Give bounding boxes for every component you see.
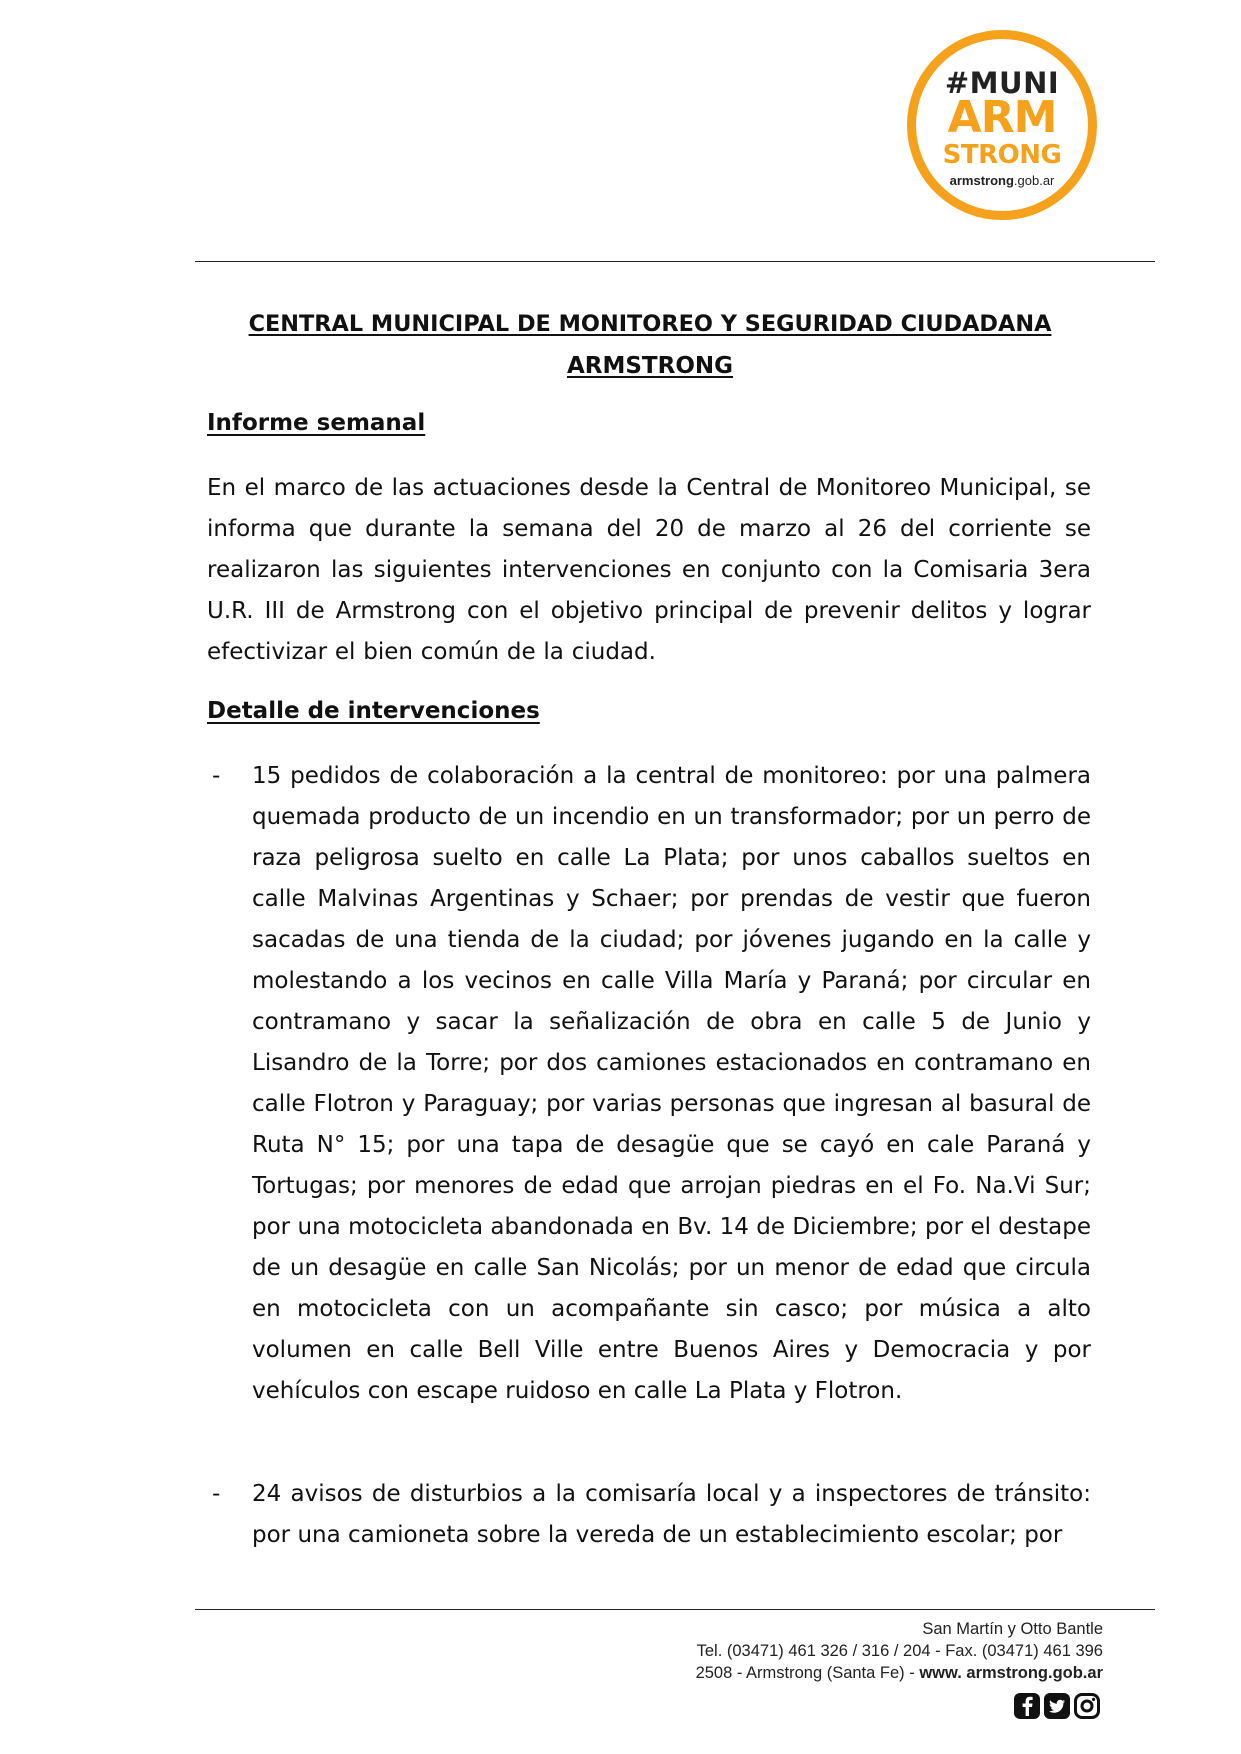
section-heading-detalle: Detalle de intervenciones xyxy=(207,698,540,724)
list-item-text: 15 pedidos de colaboración a la central de monitoreo: por una palmera quemada producto de un incendio en un transformador; por un perro de raza peligrosa suelto en calle La Plata; por unos caballos sueltos en calle Malvinas Argentinas y Schaer; por prendas de vestir que fueron sacadas de una tienda de la ciudad; por jóvenes jugando en la calle y molestando a los vecinos en calle Villa María y Paraná; por circular en contramano y sacar la señalización de obra en calle 5 de Junio y Lisandro de la Torre; por dos camiones estacionados en contramano en calle Flotron y Paraguay; por varias personas que ingresan al basural de Ruta N° 15; por una tapa de desagüe que se cayó en cale Paraná y Tortugas; por menores de edad que arrojan piedras en el Fo. Na.Vi Sur; por una motocicleta abandonada en Bv. 14 de Diciembre; por el destape de un desagüe en calle San Nicolás; por un menor de edad que circula en motocicleta con un acompañante sin casco; por música a alto volumen en calle Bell Ville entre Buenos Aires y Democracia y por vehículos con escape ruidoso en calle La Plata y Flotron. xyxy=(252,763,1091,1404)
twitter-icon[interactable] xyxy=(1043,1692,1071,1720)
list-item xyxy=(207,1474,1091,1556)
document-title xyxy=(195,303,1105,387)
title-line-1: CENTRAL MUNICIPAL DE MONITOREO Y SEGURIDAD CIUDADANA xyxy=(248,311,1052,337)
intro-paragraph: En el marco de las actuaciones desde la Central de Monitoreo Municipal, se informa que durante la semana del 20 de marzo al 26 del corriente se realizaron las siguientes intervenciones en conjunto con la Comisaria 3era U.R. III de Armstrong con el objetivo principal de prevenir delitos y lograr efectivizar el bien común de la ciudad. xyxy=(207,475,1091,665)
social-icons xyxy=(1013,1692,1103,1722)
footer-website[interactable]: www. armstrong.gob.ar xyxy=(919,1664,1103,1682)
logo-domain: armstrong.gob.ar xyxy=(949,173,1055,188)
list-item-text: 24 avisos de disturbios a la comisaría local y a inspectores de tránsito: por una camioneta sobre la vereda de un establecimiento escolar; por xyxy=(252,1481,1091,1548)
footer-city-line: 2508 - Armstrong (Santa Fe) - www. armstrong.gob.ar xyxy=(695,1664,1103,1682)
logo-line-strong: STRONG xyxy=(942,140,1062,170)
list-bullet: - xyxy=(212,1481,221,1507)
logo-line-muni: #MUNI xyxy=(944,66,1060,100)
footer-address: San Martín y Otto Bantle xyxy=(922,1620,1103,1638)
footer-divider xyxy=(195,1609,1155,1610)
title-line-2: ARMSTRONG xyxy=(566,353,734,379)
section-heading-informe: Informe semanal xyxy=(207,410,426,436)
footer-phones: Tel. (03471) 461 326 / 316 / 204 - Fax. (03471) 461 396 xyxy=(696,1642,1103,1660)
instagram-icon[interactable] xyxy=(1073,1692,1101,1720)
footer-contact xyxy=(696,1618,1103,1684)
list-bullet: - xyxy=(212,763,221,789)
list-item xyxy=(207,756,1091,1412)
facebook-icon[interactable] xyxy=(1013,1692,1041,1720)
header-divider xyxy=(195,261,1155,262)
municipality-logo xyxy=(907,30,1097,220)
logo-line-arm: ARM xyxy=(947,92,1057,143)
